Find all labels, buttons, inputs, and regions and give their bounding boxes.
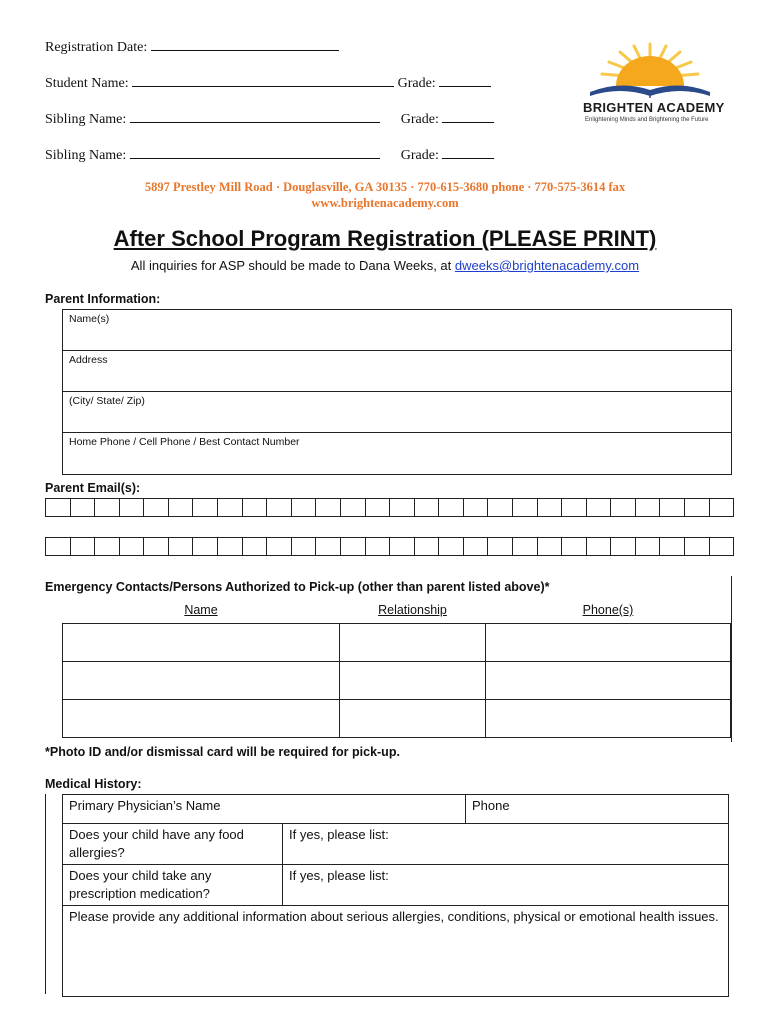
email-char-box[interactable] (488, 538, 513, 555)
parent-city-field[interactable] (63, 392, 731, 433)
email-char-box[interactable] (144, 538, 169, 555)
email-char-box[interactable] (341, 538, 366, 555)
email-char-box[interactable] (267, 538, 292, 555)
email-char-box[interactable] (488, 499, 513, 516)
col-relationship-header: Relationship (378, 603, 447, 617)
email-char-box[interactable] (46, 499, 71, 516)
email-char-box[interactable] (562, 538, 587, 555)
email-char-box[interactable] (243, 499, 268, 516)
physician-label: Primary Physician’s Name (69, 798, 221, 813)
parent-info-heading: Parent Information: (45, 292, 161, 306)
email-char-box[interactable] (218, 538, 243, 555)
email-char-box[interactable] (193, 538, 218, 555)
sibling-1-grade-line[interactable] (442, 110, 494, 123)
email-char-box[interactable] (366, 538, 391, 555)
sibling-2-field[interactable] (45, 146, 494, 164)
student-name-line[interactable] (132, 74, 394, 87)
table-row (63, 700, 731, 738)
email-char-box[interactable] (538, 538, 563, 555)
sibling-2-grade-label: Grade: (400, 148, 439, 163)
student-name-label: Student Name: (45, 76, 129, 91)
sibling-2-name-line[interactable] (130, 146, 380, 159)
email-char-box[interactable] (636, 538, 661, 555)
physician-phone-field[interactable] (466, 795, 729, 824)
if-yes-label: If yes, please list: (289, 868, 389, 883)
student-grade-line[interactable] (439, 74, 491, 87)
email-char-box[interactable] (390, 499, 415, 516)
email-char-box[interactable] (439, 499, 464, 516)
student-name-field[interactable] (45, 74, 491, 92)
inquiry-sentence: All inquiries for ASP should be made to Dana Weeks, at (130, 258, 455, 273)
physician-name-field[interactable] (63, 795, 466, 824)
email-char-box[interactable] (292, 499, 317, 516)
additional-info-field[interactable] (63, 906, 729, 997)
emergency-right-border (731, 576, 732, 742)
medication-label: Does your child take any prescription medication? (69, 868, 212, 901)
sibling-1-field[interactable] (45, 110, 494, 128)
contact-relationship-cell[interactable] (340, 624, 486, 662)
email-char-box[interactable] (415, 499, 440, 516)
inquiry-text (0, 258, 770, 273)
contact-name-cell[interactable] (63, 700, 340, 738)
email-char-box[interactable] (292, 538, 317, 555)
emergency-contacts-table (62, 603, 731, 738)
email-char-box[interactable] (144, 499, 169, 516)
email-char-box[interactable] (267, 499, 292, 516)
medical-left-border (45, 794, 46, 994)
student-grade-label: Grade: (397, 76, 436, 91)
email-char-box[interactable] (513, 499, 538, 516)
parent-email-grid-1[interactable] (45, 498, 734, 517)
food-allergies-question (63, 824, 283, 865)
registration-date-field[interactable] (45, 38, 339, 56)
medication-answer[interactable] (283, 865, 729, 906)
email-char-box[interactable] (660, 499, 685, 516)
parent-address-label: Address (69, 354, 108, 366)
contact-phone-cell[interactable] (486, 662, 731, 700)
email-char-box[interactable] (587, 538, 612, 555)
sibling-name-label: Sibling Name: (45, 112, 127, 127)
sibling-1-name-line[interactable] (130, 110, 380, 123)
sibling-2-grade-line[interactable] (442, 146, 494, 159)
parent-email-heading: Parent Email(s): (45, 481, 141, 495)
email-char-box[interactable] (464, 538, 489, 555)
table-row (63, 624, 731, 662)
email-char-box[interactable] (71, 499, 96, 516)
brighten-academy-logo (580, 40, 725, 132)
medication-question (63, 865, 283, 906)
parent-phone-field[interactable] (63, 433, 731, 474)
contact-name-cell[interactable] (63, 662, 340, 700)
parent-city-label: (City/ State/ Zip) (69, 395, 145, 407)
food-allergies-label: Does your child have any food allergies? (69, 827, 244, 860)
brand-name: BRIGHTEN ACADEMY (583, 100, 725, 115)
email-char-box[interactable] (611, 538, 636, 555)
emergency-heading: Emergency Contacts/Persons Authorized to Pick-up (other than parent listed above)* (45, 580, 550, 594)
email-char-box[interactable] (710, 499, 734, 516)
email-char-box[interactable] (218, 499, 243, 516)
parent-names-field[interactable] (63, 310, 731, 351)
col-phone-header: Phone(s) (582, 603, 634, 617)
contact-name-cell[interactable] (63, 624, 340, 662)
registration-date-line[interactable] (151, 38, 339, 51)
parent-email-grid-2[interactable] (45, 537, 734, 556)
contact-relationship-cell[interactable] (340, 662, 486, 700)
email-char-box[interactable] (95, 538, 120, 555)
food-allergies-answer[interactable] (283, 824, 729, 865)
website-line: www.brightenacademy.com (311, 196, 459, 210)
email-char-box[interactable] (611, 499, 636, 516)
sun-book-icon (580, 40, 720, 102)
email-char-box[interactable] (341, 499, 366, 516)
contact-relationship-cell[interactable] (340, 700, 486, 738)
email-char-box[interactable] (316, 499, 341, 516)
parent-names-label: Name(s) (69, 313, 110, 325)
email-char-box[interactable] (415, 538, 440, 555)
email-char-box[interactable] (710, 538, 734, 555)
registration-date-label: Registration Date: (45, 40, 148, 55)
phone-label: Phone (472, 798, 510, 813)
sibling-name-label: Sibling Name: (45, 148, 127, 163)
email-char-box[interactable] (120, 538, 145, 555)
email-char-box[interactable] (169, 538, 194, 555)
email-char-box[interactable] (464, 499, 489, 516)
page-title: After School Program Registration (PLEASE PRINT) (113, 226, 657, 251)
address-line: 5897 Prestley Mill Road · Douglasville, GA 30135 · 770-615-3680 phone · 770-575-3614 fax (144, 180, 626, 194)
email-char-box[interactable] (243, 538, 268, 555)
contact-phone-cell[interactable] (486, 624, 731, 662)
email-char-box[interactable] (685, 538, 710, 555)
email-char-box[interactable] (562, 499, 587, 516)
if-yes-label: If yes, please list: (289, 827, 389, 842)
pickup-note: *Photo ID and/or dismissal card will be required for pick-up. (45, 745, 400, 759)
sibling-1-grade-label: Grade: (400, 112, 439, 127)
contact-email-link[interactable]: dweeks@brightenacademy.com (454, 258, 640, 273)
medical-heading: Medical History: (45, 777, 142, 791)
parent-phone-label: Home Phone / Cell Phone / Best Contact Number (69, 436, 300, 448)
email-char-box[interactable] (71, 538, 96, 555)
email-char-box[interactable] (46, 538, 71, 555)
email-char-box[interactable] (120, 499, 145, 516)
brand-tagline: Enlightening Minds and Brightening the Future (585, 117, 709, 123)
email-char-box[interactable] (169, 499, 194, 516)
medical-history-table (62, 794, 729, 997)
email-char-box[interactable] (95, 499, 120, 516)
col-name-header: Name (184, 603, 218, 617)
email-char-box[interactable] (439, 538, 464, 555)
additional-info-label: Please provide any additional information about serious allergies, conditions, physical or emotional health issues. (69, 909, 719, 924)
email-char-box[interactable] (660, 538, 685, 555)
email-char-box[interactable] (636, 499, 661, 516)
email-char-box[interactable] (193, 499, 218, 516)
parent-info-box (62, 309, 732, 475)
email-char-box[interactable] (390, 538, 415, 555)
email-char-box[interactable] (513, 538, 538, 555)
contact-phone-cell[interactable] (486, 700, 731, 738)
table-row (63, 662, 731, 700)
email-char-box[interactable] (316, 538, 341, 555)
email-char-box[interactable] (587, 499, 612, 516)
parent-address-field[interactable] (63, 351, 731, 392)
email-char-box[interactable] (538, 499, 563, 516)
email-char-box[interactable] (366, 499, 391, 516)
email-char-box[interactable] (685, 499, 710, 516)
